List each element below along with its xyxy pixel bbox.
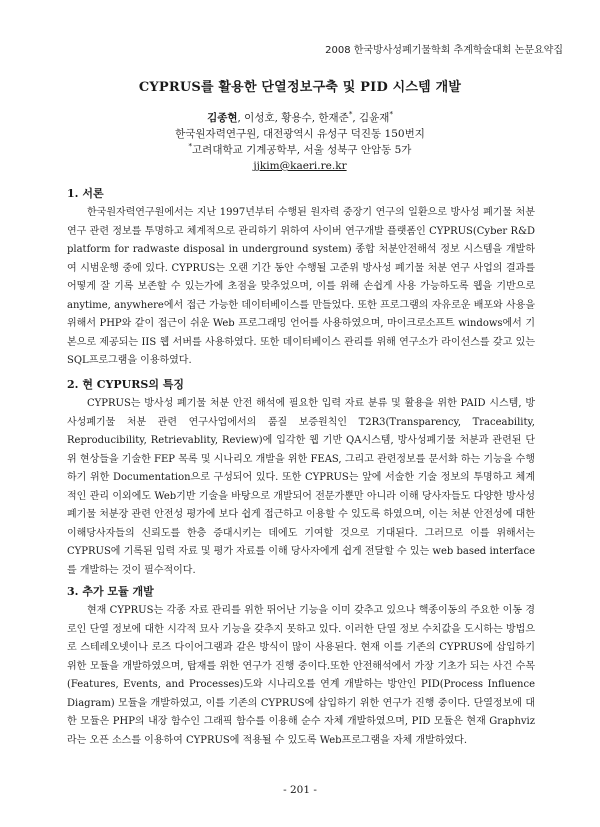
section-heading-intro: 1. 서론 [67,187,104,200]
lead-author: 김종현 [207,112,238,124]
affiliation-2: 고려대학교 기계공학부, 서울 성북구 안암동 5가 [192,144,412,156]
author-block [0,110,600,174]
page-number: - 201 - [283,784,317,796]
running-header: 2008 한국방사성폐기물학회 추계학술대회 논문요약집 [325,45,563,56]
affiliation-mark-2: * [389,110,393,119]
coauthors-2: , 김윤재 [352,112,390,124]
author-list [0,110,600,126]
author-email: jjkim@kaeri.re.kr [253,160,347,172]
section-heading-modules: 3. 추가 모듈 개발 [67,585,154,598]
section-heading-features: 2. 현 CYPURS의 특징 [67,378,185,391]
section-body-intro: 한국원자력연구원에서는 지난 1997년부터 수행된 원자력 중장기 연구의 일환으로 방사성 폐기물 처분 연구 관련 정보를 투명하고 체계적으로 관리하기 위하여 사이버 연구개발 플랫폼인 CYPRUS(Cyber R&D platform for radwaste disposal in underground system) 종합 처분안전해석 정보 시스템을 개발하여 시범운행 중에 있다. CYPRUS는 오랜 기간 동안 수행될 고준위 방사성 폐기물 처분 연구 사업의 결과를 어떻게 잘 기록 보존할 수 있는가에 초점을 맞추었으며, 이를 위해 손쉽게 사용 가능하도록 웹을 기반으로 anytime, anywhere에서 접근 가능한 데이터베이스를 만들었다. 또한 프로그램의 자유로운 배포와 사용을 위해서 PHP와 같이 접근이 쉬운 Web 프로그래밍 언어를 사용하였으며, 마이크로소프트 windows에서 기본으로 제공되는 IIS 웹 서버를 사용하였다. 또한 데이터베이스 관리를 위해 연구소가 라이선스를 갖고 있는 SQL프로그램을 이용하였다. [67,207,535,366]
affiliation-2-line [0,142,600,158]
affiliation-1: 한국원자력연구원, 대전광역시 유성구 덕진동 150번지 [175,128,425,140]
section-body-features: CYPRUS는 방사성 폐기물 처분 안전 해석에 필요한 입력 자료 분류 및 활용을 위한 PAID 시스템, 방사성폐기물 처분 관련 연구사업에서의 품질 보증원칙인 T2R3(Transparency, Traceability, Reproducibility, Retrievablity, Review)에 입각한 웹 기반 QA시스템, 방사성폐기물 처분과 관련된 단위 현상들을 기술한 FEP 목록 및 시나리오 개발을 위한 FEAS, 그리고 관련정보를 문서화 하는 기능을 수행하기 위한 Documentation으로 구성되어 있다. 또한 CYPRUS는 앞에 서술한 기술 정보의 투명하고 체계적인 관리 이외에도 Web기반 기술을 바탕으로 개발되어 전문가뿐만 아니라 이해 당사자들도 다양한 방사성 폐기물 처분장 관련 안전성 평가에 보다 쉽게 접근하고 이용할 수 있도록 하였으며, 이는 처분 안전성에 대한 이해당사자들의 신뢰도를 한층 증대시키는 데에도 기여할 것으로 기대된다. 그러므로 이를 위해서는 CYPRUS에 기록된 입력 자료 및 평가 자료를 이해 당사자에게 쉽게 전달할 수 있는 web based interface를 개발하는 것이 필수적이다. [67,398,535,576]
affiliation-mark: * [348,110,353,119]
section-body-modules: 현재 CYPRUS는 각종 자료 관리를 위한 뛰어난 기능을 이미 갖추고 있으나 핵종이동의 주요한 이동 경로인 단열 정보에 대한 시각적 묘사 기능을 갖추지 못하고 있다. 이러한 단열 정보 수치값을 도시하는 방법으로 스테레오넷이나 로즈 다이어그램과 같은 방식이 많이 사용된다. 현재 이를 기존의 CYPRUS에 삽입하기 위한 모듈을 개발하였으며, 탑재를 위한 연구가 진행 중이다.또한 안전해석에서 가장 기초가 되는 사건 수목(Features, Events, and Processes)도와 시나리오를 연계 개발하는 방안인 PID(Process Influence Diagram) 모듈을 개발하였고, 이를 기존의 CYPRUS에 삽입하기 위한 연구가 진행 중이다. 단열정보에 대한 모듈은 PHP의 내장 함수인 그래픽 함수를 이용해 순수 자체 개발하였으며, PID 모듈은 현재 Graphviz라는 오픈 소스를 이용하여 CYPRUS에 적용될 수 있도록 Web프로그램을 자체 개발하였다. [67,605,535,746]
coauthors: , 이성호, 황용수, 한재준 [237,112,349,124]
affiliation-mark-3: * [188,142,193,151]
paper-title: CYPRUS를 활용한 단열정보구축 및 PID 시스템 개발 [138,80,462,95]
